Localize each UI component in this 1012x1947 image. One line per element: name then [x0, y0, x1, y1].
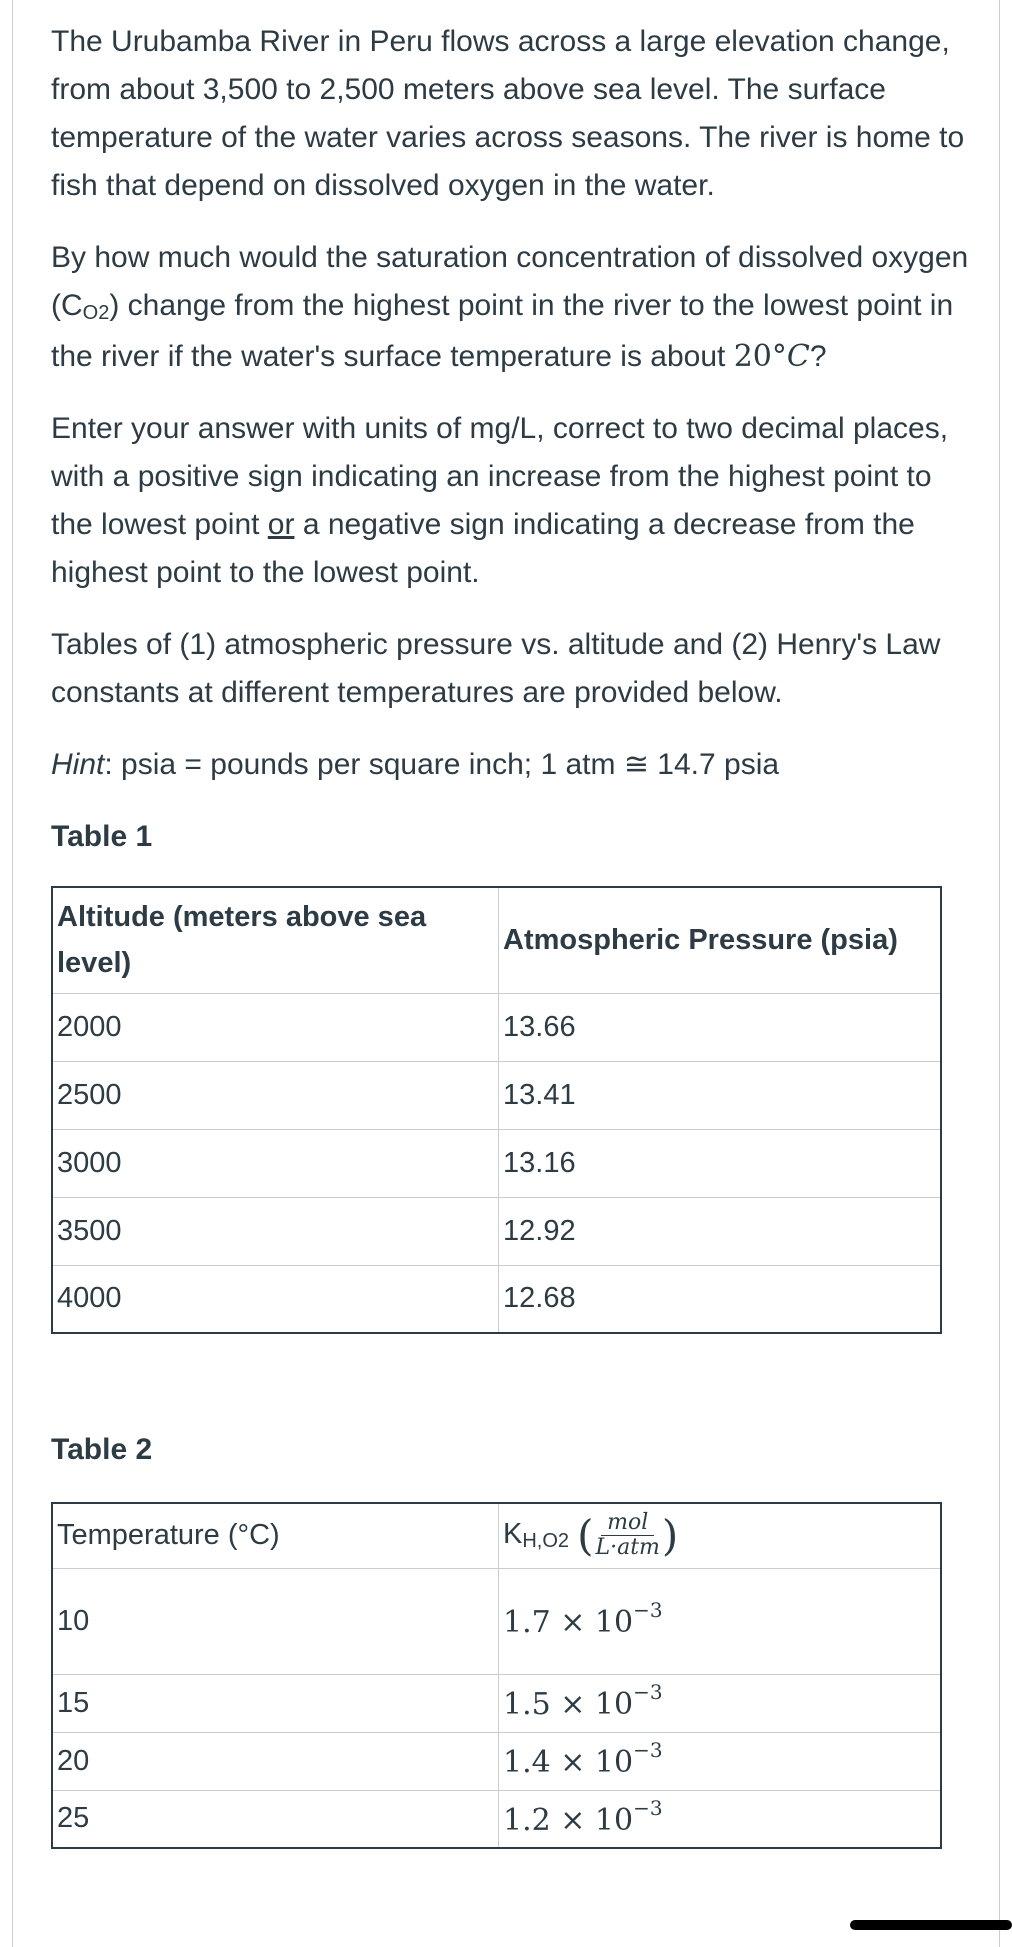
altitude-cell: 4000	[52, 1265, 499, 1333]
henry-table	[51, 1502, 942, 1849]
temperature-value: 20°	[733, 339, 787, 374]
temperature-header: Temperature (°C)	[52, 1503, 499, 1568]
home-indicator-bar[interactable]	[850, 1920, 1012, 1930]
unit-numerator: mol	[601, 1511, 654, 1536]
pressure-cell: 12.68	[499, 1265, 942, 1333]
table1-header-row	[52, 887, 941, 993]
table-row	[52, 1732, 941, 1790]
table-row	[52, 993, 941, 1061]
table-row	[52, 1197, 941, 1265]
temperature-cell: 10	[52, 1568, 499, 1674]
hint-text: : psia = pounds per square inch; 1 atm ≅ 14.7 psia	[104, 748, 780, 781]
henry-constant-cell	[499, 1790, 942, 1848]
question-paragraph	[51, 234, 981, 381]
intro-paragraph: The Urubamba River in Peru flows across a large elevation change, from about 3,500 to 2,500 meters above sea level. The surface temperature of the water varies across seasons. The river is home to fish that depend on dissolved oxygen in the water.	[51, 25, 965, 202]
henry-constant-cell	[499, 1732, 942, 1790]
hint-paragraph	[51, 741, 981, 789]
pressure-cell: 13.41	[499, 1061, 942, 1129]
altitude-cell: 2000	[52, 993, 499, 1061]
constant-exponent: −3	[633, 1598, 663, 1622]
table-row	[52, 1674, 941, 1732]
table2-header-row	[52, 1503, 941, 1568]
altitude-cell: 2500	[52, 1061, 499, 1129]
table-row	[52, 1061, 941, 1129]
constant-exponent: −3	[633, 1680, 663, 1704]
tables-description: Tables of (1) atmospheric pressure vs. altitude and (2) Henry's Law constants at different temperatures are provided below.	[51, 628, 941, 709]
question-text-a: By how much would the saturation concentration of dissolved oxygen (C	[51, 241, 969, 322]
henry-constant-header	[499, 1503, 942, 1568]
pressure-table	[51, 886, 942, 1334]
altitude-cell: 3000	[52, 1129, 499, 1197]
constant-mantissa: 1.4 × 10	[503, 1745, 634, 1780]
temperature-cell: 15	[52, 1674, 499, 1732]
henry-constant-cell	[499, 1568, 942, 1674]
temperature-cell: 20	[52, 1732, 499, 1790]
pressure-header: Atmospheric Pressure (psia)	[499, 887, 942, 993]
instructions-text-b: a negative sign indicating a decrease from the highest point to the lowest point.	[51, 508, 915, 589]
question-text-b: ) change from the highest point in the river to the lowest point in the river if the water's surface temperature is about	[51, 289, 954, 373]
left-paren: (	[577, 1511, 594, 1561]
table-row	[52, 1790, 941, 1848]
hint-label: Hint	[51, 748, 105, 781]
unit-denominator: L·atm	[595, 1535, 660, 1561]
question-body	[51, 18, 981, 1849]
henry-constant-cell	[499, 1674, 942, 1732]
altitude-cell: 3500	[52, 1197, 499, 1265]
instructions-text-a: Enter your answer with units of mg/L, correct to two decimal places, with a positive sign indicating an increase from the highest point to the lowest point	[51, 412, 949, 541]
temperature-unit: C	[786, 339, 810, 374]
question-mark: ?	[809, 340, 827, 373]
pressure-cell: 13.66	[499, 993, 942, 1061]
co2-subscript: O2	[82, 302, 110, 324]
constant-mantissa: 1.5 × 10	[503, 1687, 634, 1722]
k-subscript: H,O2	[522, 1530, 570, 1553]
temperature-cell: 25	[52, 1790, 499, 1848]
constant-mantissa: 1.7 × 10	[503, 1605, 634, 1640]
constant-mantissa: 1.2 × 10	[503, 1802, 634, 1838]
or-emphasis: or	[267, 508, 295, 541]
k-symbol: K	[503, 1518, 523, 1551]
constant-exponent: −3	[633, 1795, 663, 1820]
table-row	[52, 1568, 941, 1674]
right-paren: )	[661, 1511, 679, 1561]
pressure-cell: 13.16	[499, 1129, 942, 1197]
pressure-cell: 12.92	[499, 1197, 942, 1265]
unit-fraction	[595, 1511, 659, 1560]
altitude-header: Altitude (meters above sea level)	[52, 887, 499, 993]
table-row	[52, 1265, 941, 1333]
constant-exponent: −3	[633, 1738, 663, 1762]
table2-title: Table 2	[51, 1433, 153, 1466]
table1-title: Table 1	[51, 820, 153, 853]
answer-instructions	[51, 405, 981, 597]
table-row	[52, 1129, 941, 1197]
